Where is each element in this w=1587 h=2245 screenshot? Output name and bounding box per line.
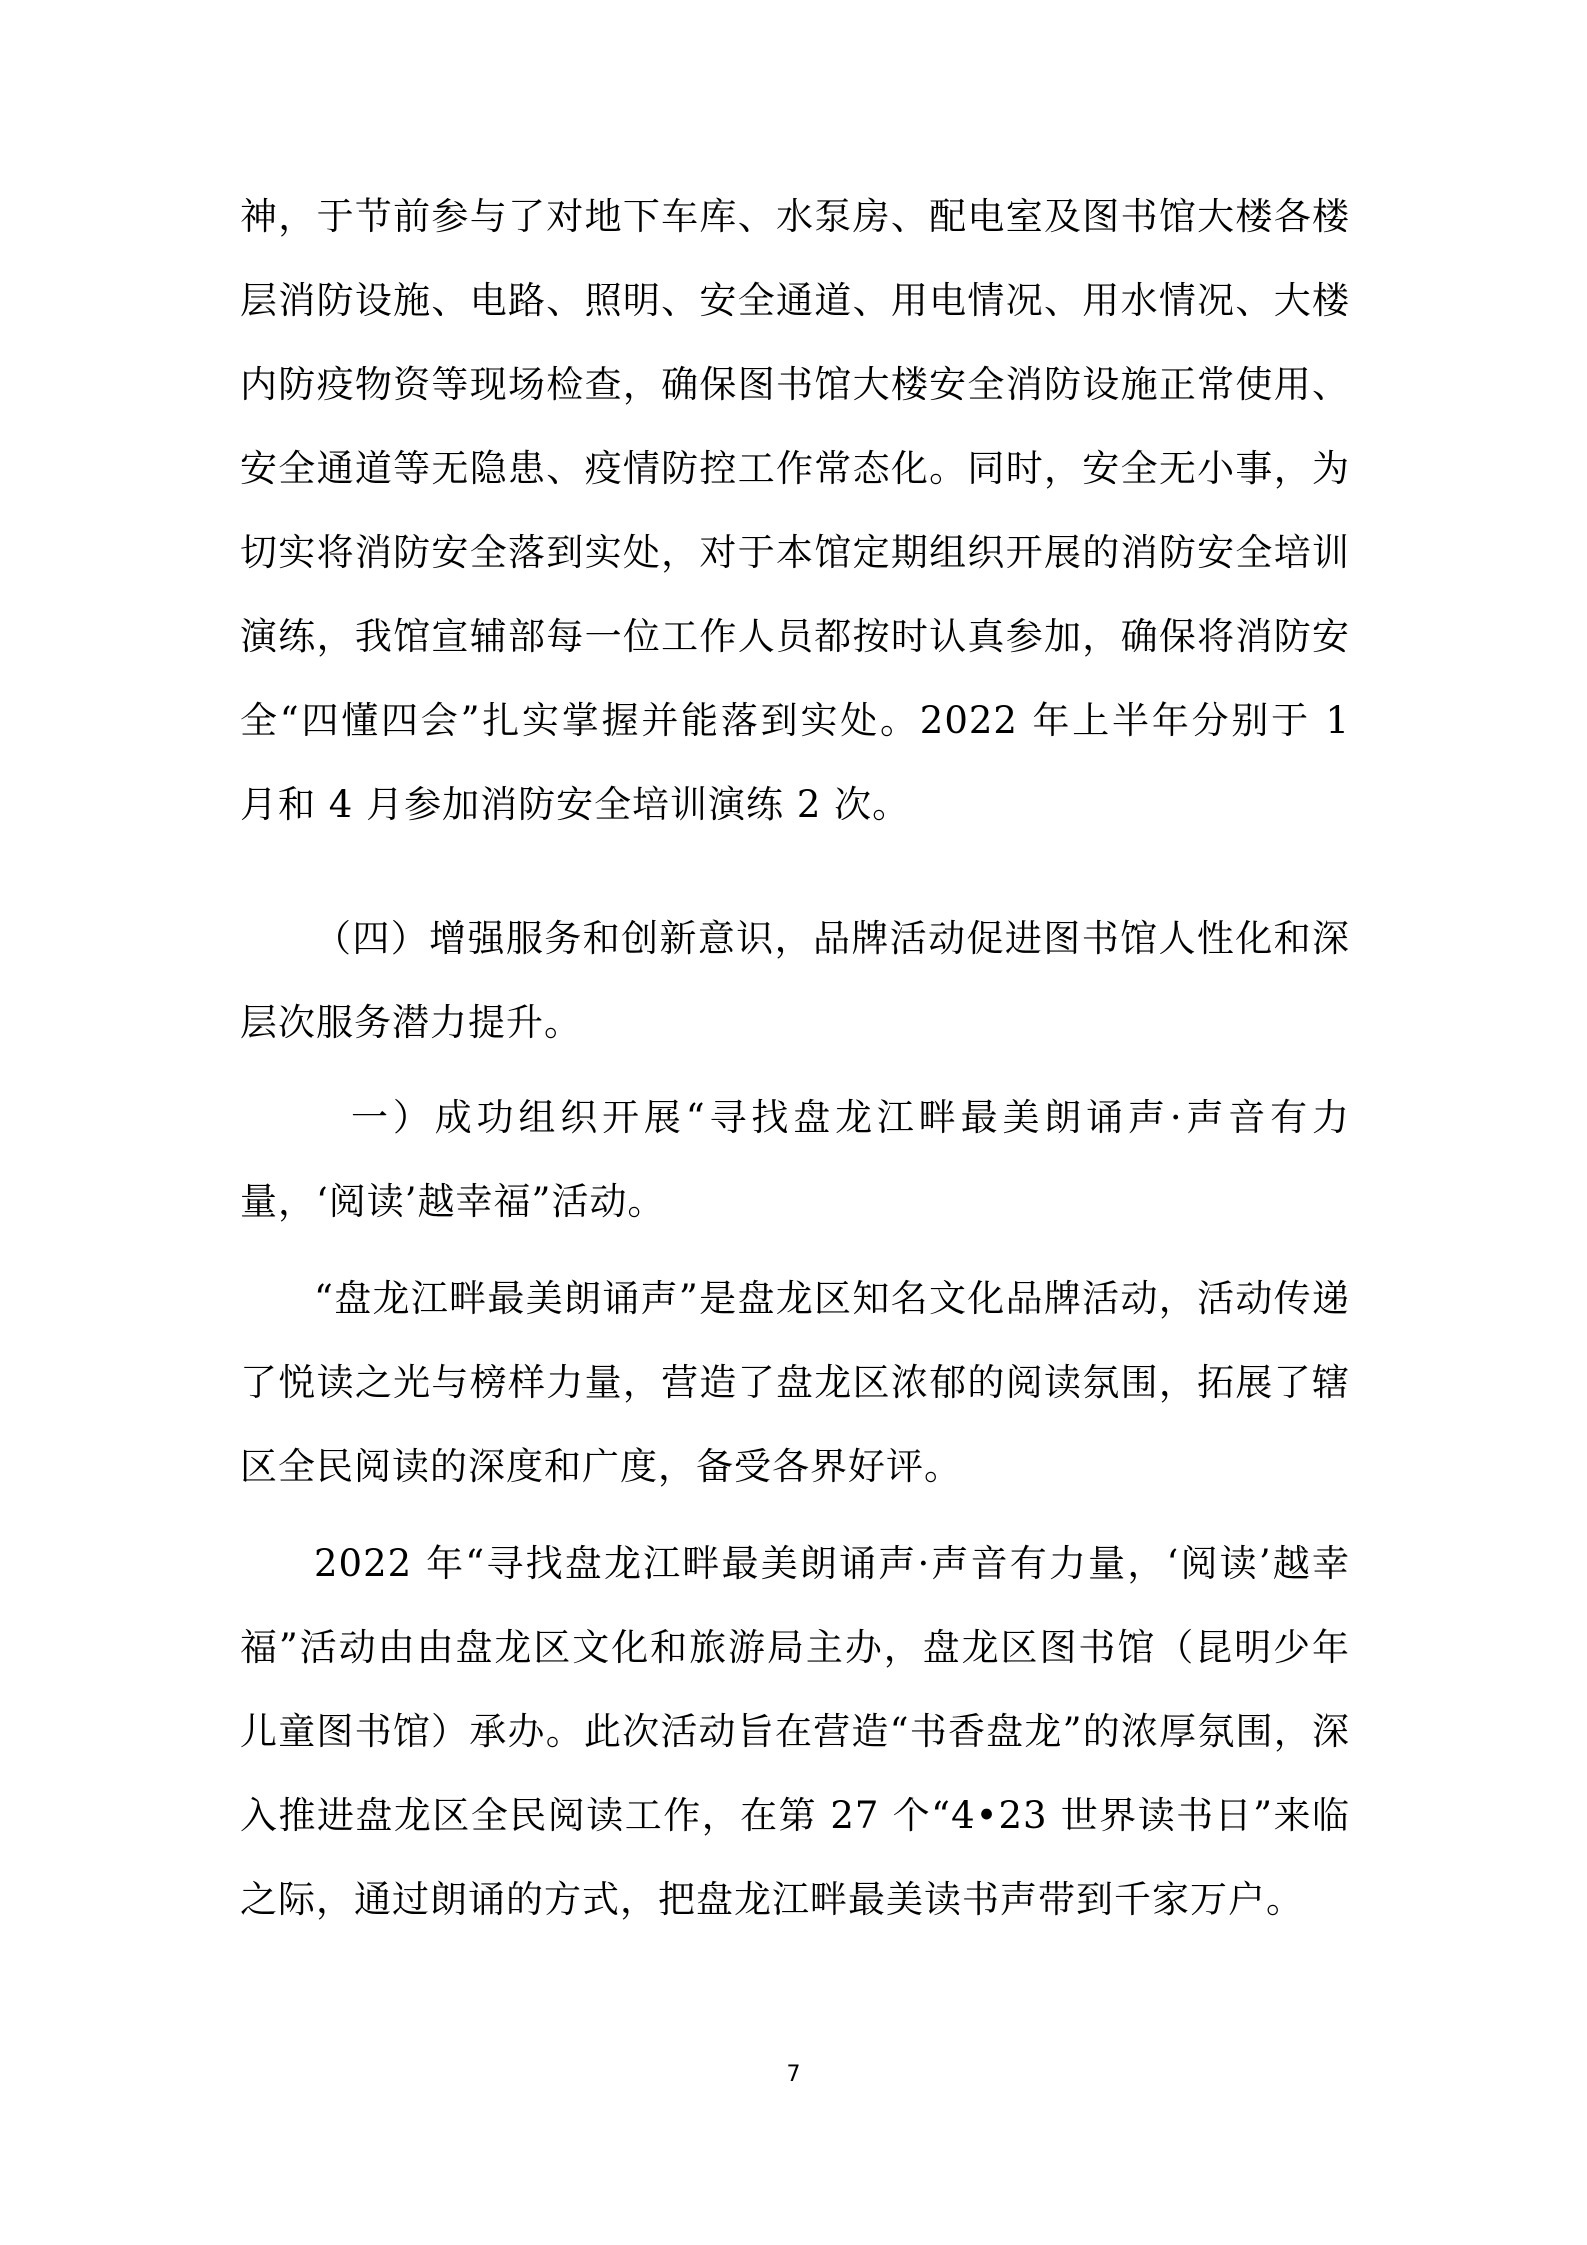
- page-number: 7: [786, 2062, 801, 2087]
- paragraph-event-2022: 2022 年“寻找盘龙江畔最美朗诵声·声音有力量，‘阅读’越幸福”活动由由盘龙区文化和旅游局主办，盘龙区图书馆（昆明少年儿童图书馆）承办。此次活动旨在营造“书香盘龙”的浓厚氛围，深入推进盘龙区全民阅读工作，在第 27 个“4•23 世界读书日”来临之际，通过朗诵的方式，把盘龙江畔最美读书声带到千家万户。: [240, 1542, 1350, 1921]
- paragraph-brand-activity: “盘龙江畔最美朗诵声”是盘龙区知名文化品牌活动，活动传递了悦读之光与榜样力量，营造了盘龙区浓郁的阅读氛围，拓展了辖区全民阅读的深度和广度，备受各界好评。: [240, 1277, 1350, 1488]
- section-heading-four: （四）增强服务和创新意识，品牌活动促进图书馆人性化和深层次服务潜力提升。: [240, 917, 1350, 1044]
- paragraph-safety-inspection: 神，于节前参与了对地下车库、水泵房、配电室及图书馆大楼各楼层消防设施、电路、照明、安全通道、用电情况、用水情况、大楼内防疫物资等现场检查，确保图书馆大楼安全消防设施正常使用、安全通道等无隐患、疫情防控工作常态化。同时，安全无小事，为切实将消防安全落到实处，对于本馆定期组织开展的消防安全培训演练，我馆宣辅部每一位工作人员都按时认真参加，确保将消防安全“四懂四会”扎实掌握并能落到实处。2022 年上半年分别于 1 月和 4 月参加消防安全培训演练 2 次。: [240, 195, 1350, 826]
- subsection-heading-one: 一）成功组织开展“寻找盘龙江畔最美朗诵声·声音有力量，‘阅读’越幸福”活动。: [240, 1096, 1350, 1223]
